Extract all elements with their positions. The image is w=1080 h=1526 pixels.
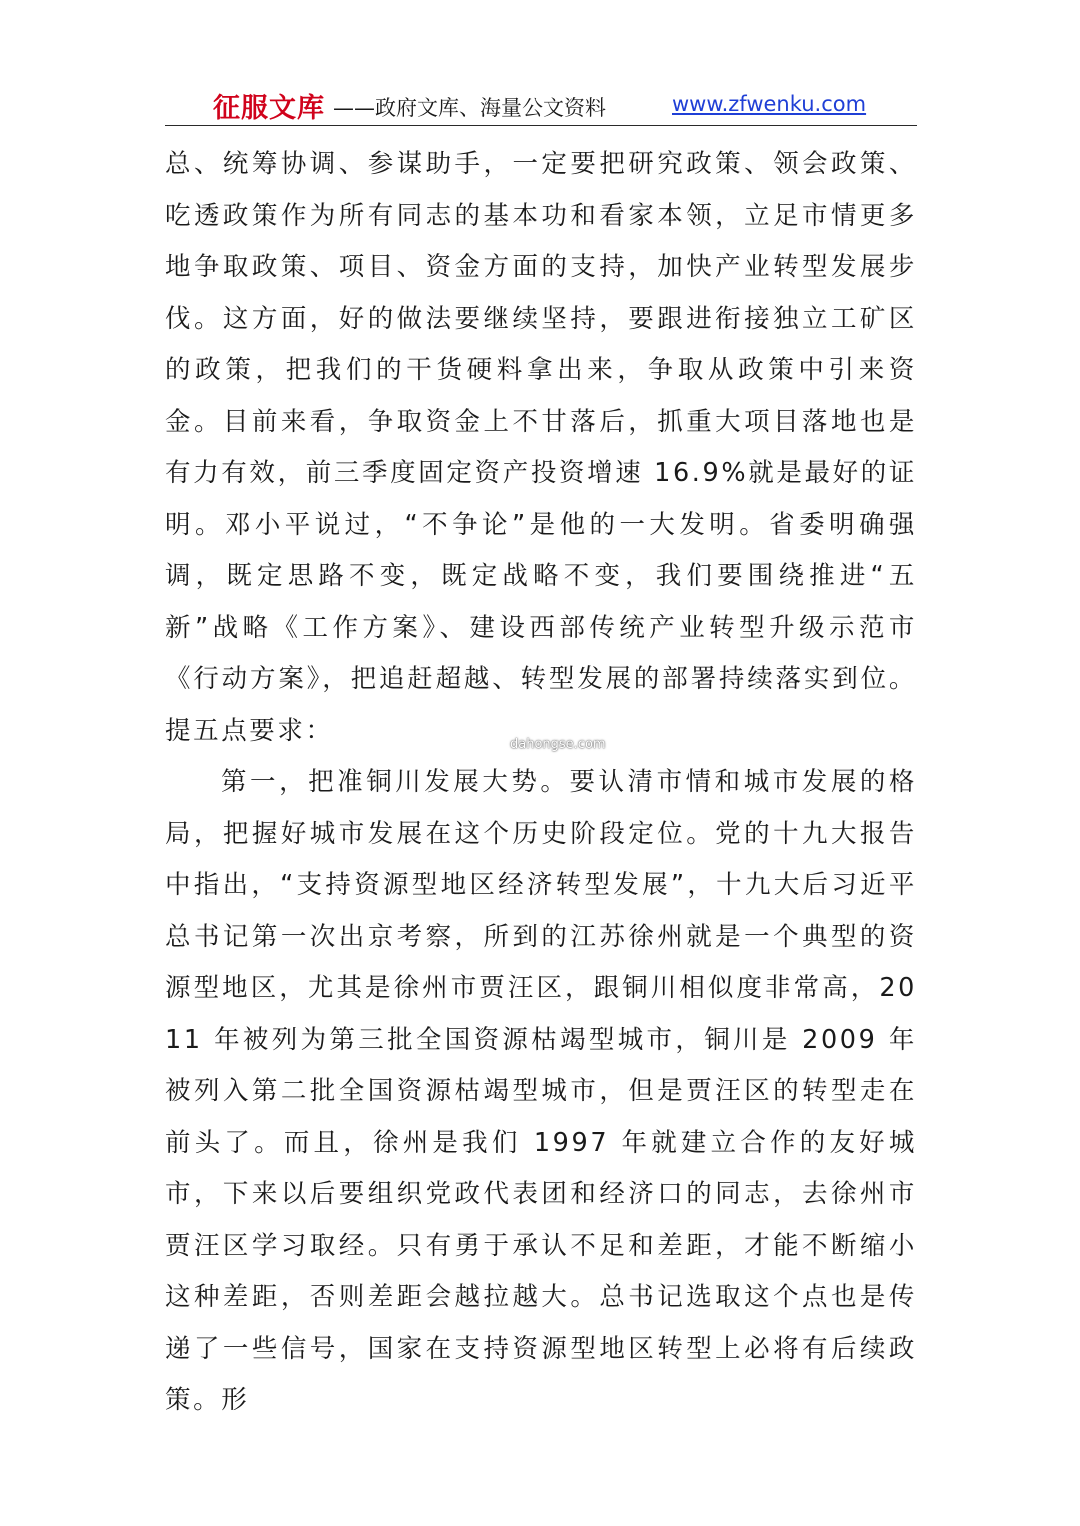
watermark-text: dahongse.com [510,737,606,752]
paragraph-continued: 总、统筹协调、参谋助手，一定要把研究政策、领会政策、吃透政策作为所有同志的基本功和看家本领，立足市情更多地争取政策、项目、资金方面的支持，加快产业转型发展步伐。这方面，好的做法要继续坚持，要跟进衔接独立工矿区的政策，把我们的干货硬料拿出来，争取从政策中引来资金。目前来看，争取资金上不甘落后，抓重大项目落地也是有力有效，前三季度固定资产投资增速 16.9%就是最好的证明。邓小平说过，“不争论”是他的一大发明。省委明确强调，既定思路不变，既定战略不变，我们要围绕推进“五新”战略《工作方案》、建设西部传统产业转型升级示范市《行动方案》，把追赶超越、转型发展的部署持续落实到位。提五点要求： [165,149,917,746]
document-body [165,139,917,1427]
brand-logo-text: 征服文库 [213,93,325,124]
paragraph-first-requirement: 第一，把准铜川发展大势。要认清市情和城市发展的格局，把握好城市发展在这个历史阶段定位。党的十九大报告中指出，“支持资源型地区经济转型发展”，十九大后习近平总书记第一次出京考察，所到的江苏徐州就是一个典型的资源型地区，尤其是徐州市贾汪区，跟铜川相似度非常高，2011 年被列为第三批全国资源枯竭型城市，铜川是 2009 年被列入第二批全国资源枯竭型城市，但是贾汪区的转型走在前头了。而且，徐州是我们 1997 年就建立合作的友好城市，下来以后要组织党政代表团和经济口的同志，去徐州市贾汪区学习取经。只有勇于承认不足和差距，才能不断缩小这种差距，否则差距会越拉越大。总书记选取这个点也是传递了一些信号，国家在支持资源型地区转型上必将有后续政策。形 [165,767,917,1415]
website-link[interactable]: www.zfwenku.com [672,92,867,116]
page-header [165,84,917,124]
header-divider [165,125,917,126]
header-tagline: ——政府文库、海量公文资料 [333,96,606,120]
